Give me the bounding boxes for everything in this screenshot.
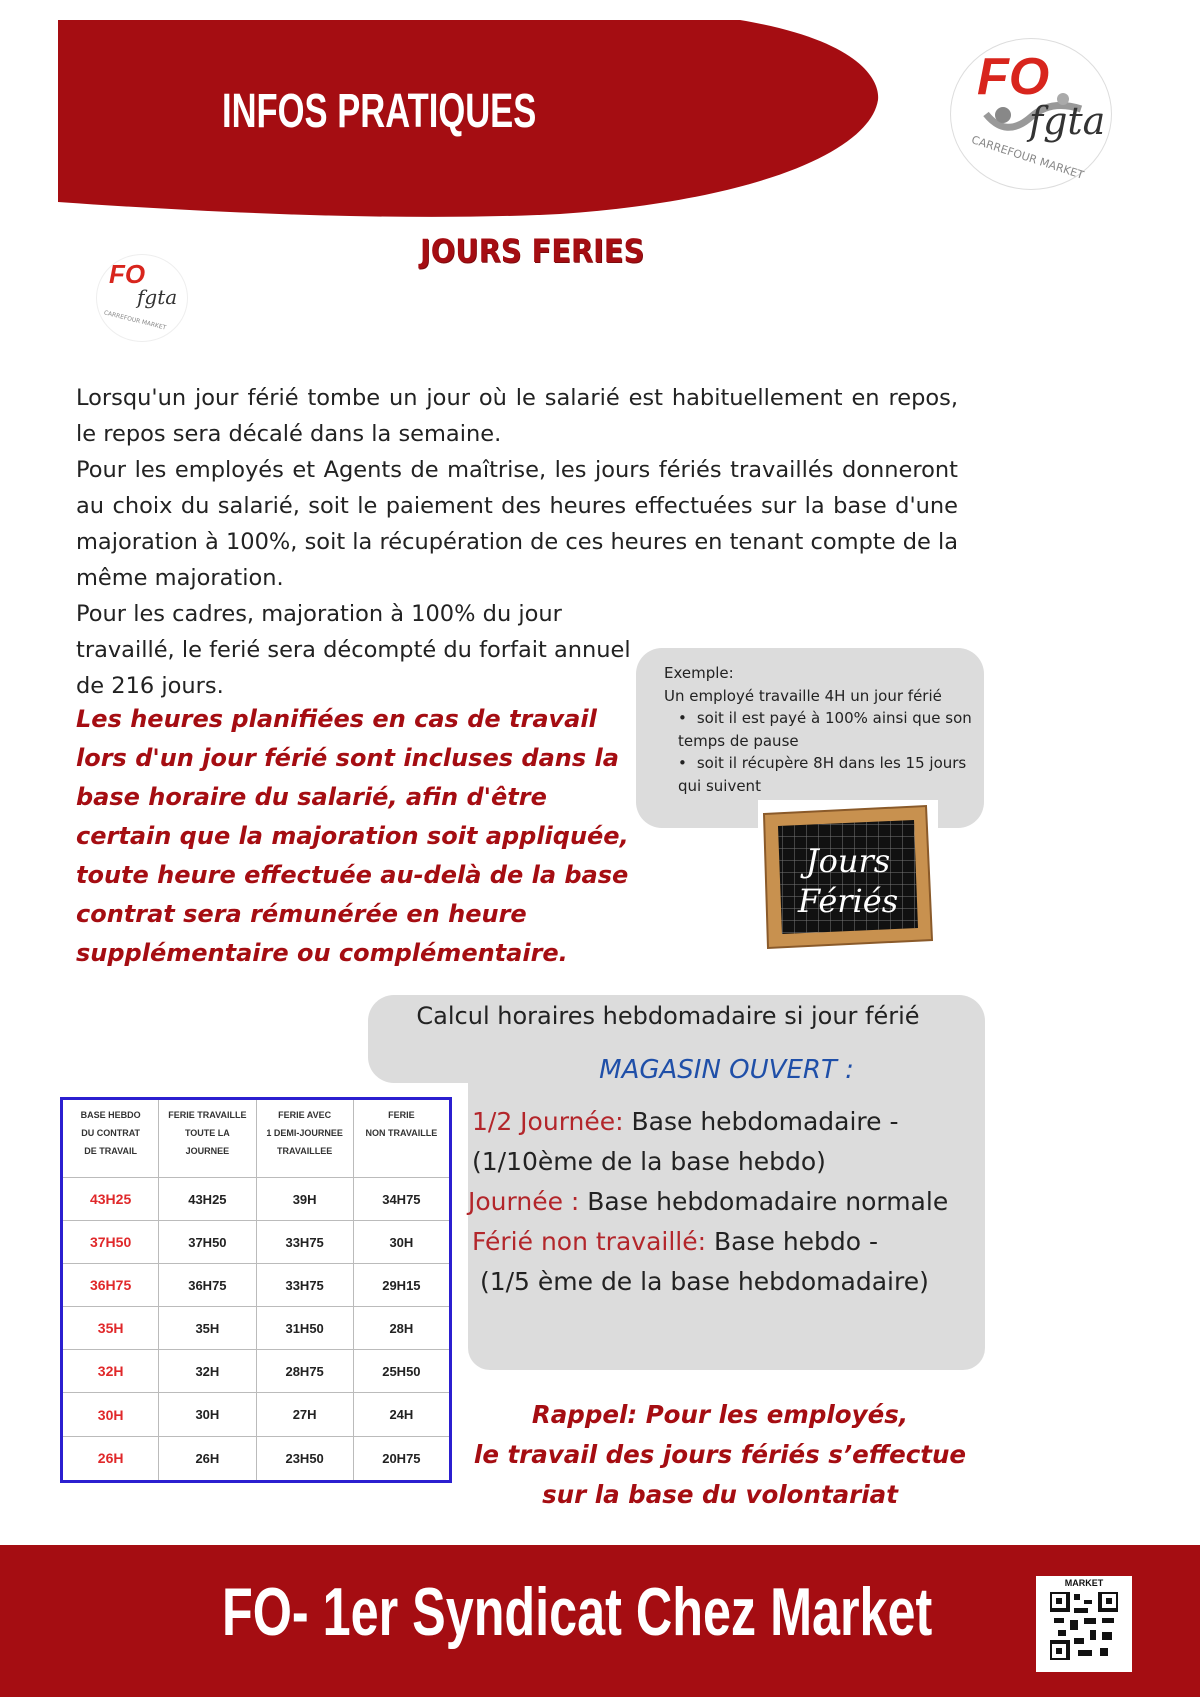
- logo-fo-text: FO: [977, 48, 1050, 106]
- calc-subtitle: MAGASIN OUVERT :: [599, 1055, 854, 1085]
- table-row: [62, 1221, 451, 1264]
- paragraph: Pour les cadres, majoration à 100% du jour travaillé, le ferié sera décompté du forfait annuel de 216 jours.: [76, 601, 631, 699]
- fo-fgta-logo: [950, 38, 1112, 190]
- table-row: [62, 1264, 451, 1307]
- example-bullet: • soit il est payé à 100% ainsi que son temps de pause: [678, 707, 974, 752]
- calc-line: Férié non travaillé: Base hebdo -: [472, 1227, 879, 1256]
- rappel-line: le travail des jours fériés s’effectue: [473, 1440, 967, 1469]
- calc-lines: [468, 1102, 949, 1302]
- base-hours-cell: 43H25: [62, 1178, 159, 1221]
- table-cell: 24H: [353, 1393, 450, 1436]
- base-hours-cell: 32H: [62, 1350, 159, 1393]
- table-cell: 32H: [159, 1350, 256, 1393]
- rappel-note: [470, 1395, 970, 1515]
- table-cell: 36H75: [159, 1264, 256, 1307]
- table-cell: 28H75: [256, 1350, 353, 1393]
- calc-line: (1/10ème de la base hebdo): [472, 1147, 826, 1176]
- table-cell: 20H75: [353, 1436, 450, 1481]
- base-hours-cell: 36H75: [62, 1264, 159, 1307]
- example-heading: Exemple:: [664, 664, 734, 682]
- table-cell: 23H50: [256, 1436, 353, 1481]
- table-cell: 34H75: [353, 1178, 450, 1221]
- table-cell: 33H75: [256, 1221, 353, 1264]
- table-cell: 39H: [256, 1178, 353, 1221]
- fo-fgta-small-logo: [96, 254, 188, 342]
- column-header: FERIE NON TRAVAILLE: [353, 1099, 450, 1178]
- logo-carrefour-text: CARREFOUR MARKET: [969, 133, 1086, 182]
- logo-fgta-text: fgta: [137, 285, 178, 309]
- column-header: FERIE AVEC 1 DEMI-JOURNEE TRAVAILLEE: [256, 1099, 353, 1178]
- table-cell: 37H50: [159, 1221, 256, 1264]
- table-cell: 31H50: [256, 1307, 353, 1350]
- table-cell: 30H: [159, 1393, 256, 1436]
- logo-fo-text: FO: [109, 259, 146, 289]
- table-cell: 29H15: [353, 1264, 450, 1307]
- paragraph: Lorsqu'un jour férié tombe un jour où le salarié est habituellement en repos, le repos sera décalé dans la semaine.: [76, 385, 958, 447]
- table-cell: 26H: [159, 1436, 256, 1481]
- table-row: [62, 1350, 451, 1393]
- table-cell: 30H: [353, 1221, 450, 1264]
- paragraph: Pour les employés et Agents de maîtrise, les jours fériés travaillés donneront au choix du salarié, soit le paiement des heures effectuées sur la base d'une majoration à 100%, soit la récupération de ces heures en tenant compte de la même majoration.: [76, 457, 959, 591]
- footer-slogan: FO- 1er Syndicat Chez Market: [222, 1574, 933, 1650]
- rappel-line: Rappel: Pour les employés,: [531, 1400, 909, 1429]
- page-title: INFOS PRATIQUES: [222, 85, 537, 138]
- qr-code[interactable]: [1036, 1576, 1132, 1672]
- table-cell: 27H: [256, 1393, 353, 1436]
- column-header: FERIE TRAVAILLE TOUTE LA JOURNEE: [159, 1099, 256, 1178]
- section-title: JOURS FERIES: [420, 232, 645, 270]
- chalkboard-image: [758, 800, 938, 952]
- chalk-text-line1: Jours: [805, 842, 891, 880]
- calc-line: Journée : Base hebdomadaire normale: [468, 1187, 949, 1216]
- table-row: [62, 1307, 451, 1350]
- table-header-row: [62, 1099, 451, 1178]
- example-intro: Un employé travaille 4H un jour férié: [664, 686, 942, 705]
- rappel-line: sur la base du volontariat: [542, 1480, 898, 1509]
- base-hours-cell: 35H: [62, 1307, 159, 1350]
- column-header: BASE HEBDO DU CONTRAT DE TRAVAIL: [62, 1099, 159, 1178]
- qr-label: MARKET: [1064, 1578, 1104, 1588]
- table-cell: 25H50: [353, 1350, 450, 1393]
- hours-table: [60, 1097, 452, 1483]
- table-cell: 28H: [353, 1307, 450, 1350]
- logo-fgta-text: fgta: [1029, 99, 1106, 143]
- base-hours-cell: 26H: [62, 1436, 159, 1481]
- table-cell: 43H25: [159, 1178, 256, 1221]
- table-row: [62, 1393, 451, 1436]
- table-row: [62, 1178, 451, 1221]
- qr-code-icon: [1050, 1592, 1118, 1660]
- chalk-text-line2: Fériés: [797, 882, 899, 920]
- calc-title: Calcul horaires hebdomadaire si jour férié: [416, 1002, 920, 1030]
- logo-carrefour-text: CARREFOUR MARKET: [103, 309, 167, 332]
- table-row: [62, 1436, 451, 1481]
- base-hours-cell: 30H: [62, 1393, 159, 1436]
- table-cell: 33H75: [256, 1264, 353, 1307]
- table-cell: 35H: [159, 1307, 256, 1350]
- base-hours-cell: 37H50: [62, 1221, 159, 1264]
- chalkboard-icon: [758, 800, 938, 952]
- calc-line: 1/2 Journée: Base hebdomadaire -: [472, 1107, 899, 1136]
- example-bullet: • soit il récupère 8H dans les 15 jours qui suivent: [678, 752, 974, 797]
- planned-hours-note: Les heures planifiées en cas de travail lors d'un jour férié sont incluses dans la base horaire du salarié, afin d'être certain que la majoration soit appliquée, toute heure effectuée au-delà de la base contrat sera rémunérée en heure supplémentaire ou complémentaire.: [76, 705, 629, 967]
- calc-line: (1/5 ème de la base hebdomadaire): [472, 1267, 929, 1296]
